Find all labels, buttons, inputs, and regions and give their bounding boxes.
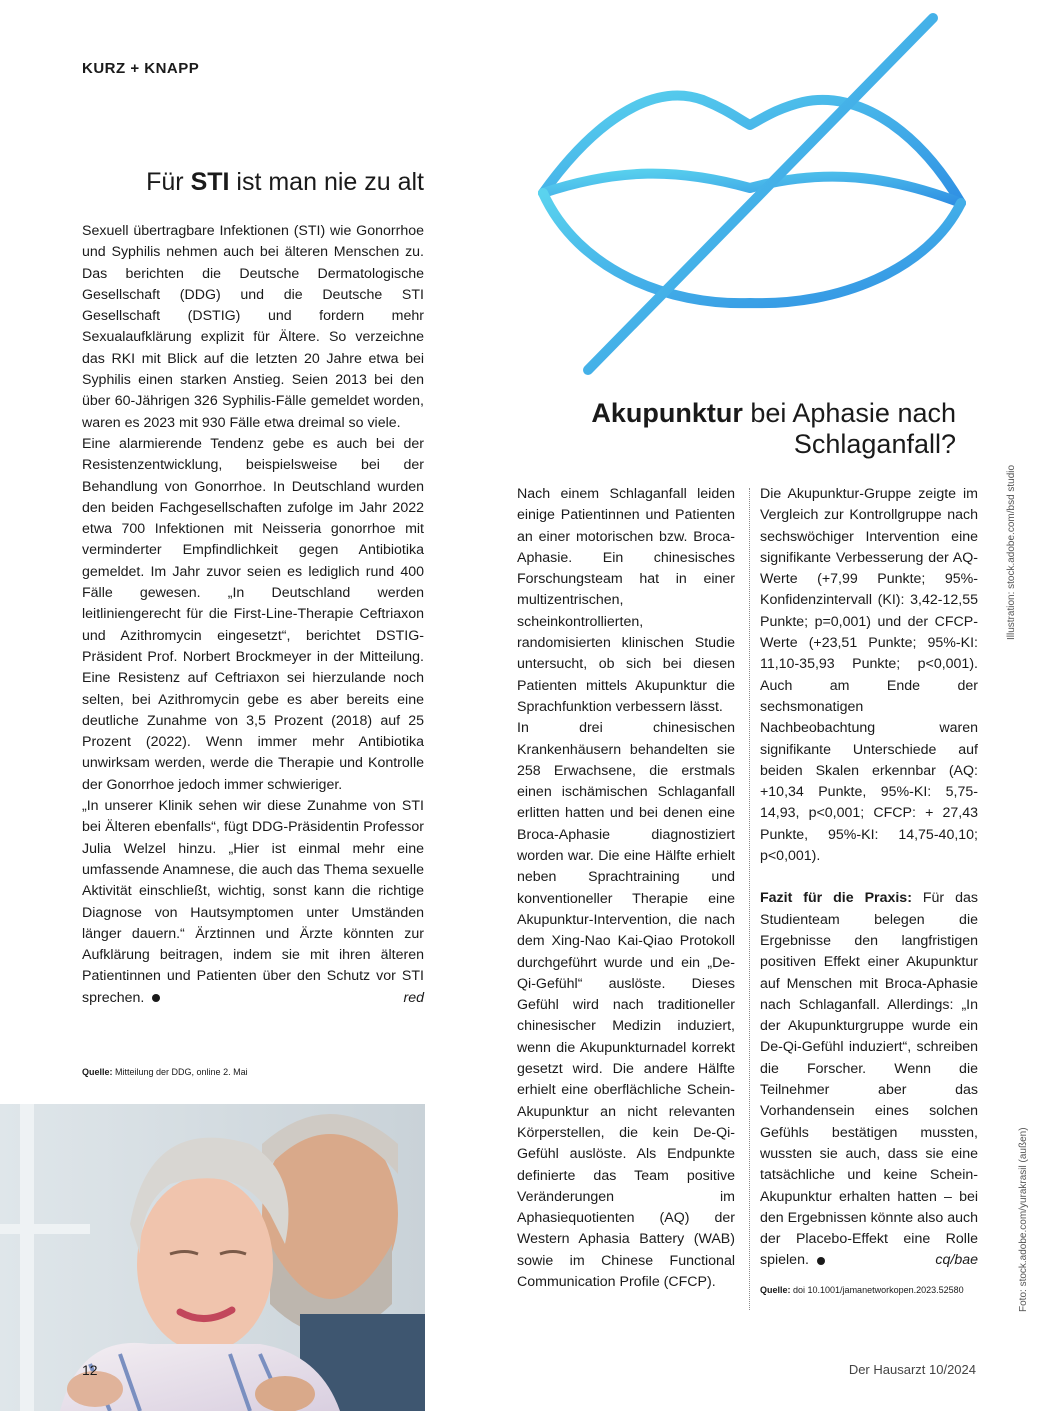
article2-title	[520, 398, 956, 460]
article1-body	[82, 221, 424, 1009]
column-divider	[749, 488, 750, 1310]
journal-issue: Der Hausarzt 10/2024	[848, 1362, 976, 1377]
photo-credit: Foto: stock.adobe.com/yurakrasil (außen)	[1018, 1127, 1029, 1312]
illustration-credit: Illustration: stock.adobe.com/bsd studio	[1006, 464, 1017, 640]
fazit-label: Fazit für die Praxis:	[760, 890, 912, 907]
bullet-icon	[817, 1257, 825, 1265]
article2-fazit-paragraph	[760, 888, 978, 1271]
page-number: 12	[82, 1362, 98, 1378]
couple-photo-illustration	[0, 1104, 425, 1411]
article2-paragraph: In drei chinesischen Krankenhäusern behandelten sie 258 Erwachsene, die erstmals einen ischämischen Schlaganfall erlitten hatten und bei denen eine Broca-Aphasie diagnostiziert worden war. Die eine Hälfte erhielt neben Sprachtraining und konventioneller Therapie eine Akupunktur-Intervention, die nach dem Xing-Nao Kai-Qiao Protokoll durchgeführt wurde und ein „De-Qi-Gefühl“ auslöste. Dieses Gefühl wird nach traditioneller chinesischer Medizin induziert, wenn die Akupunkturnadel korrekt gesetzt wird. Die andere Hälfte erhielt eine oberflächliche Schein-Akupunktur an nicht relevanten Körperstellen, die kein De-Qi-Gefühl auslöste. Als Endpunkte definierte das Team positive Veränderungen im Aphasiequotienten (AQ) der Western Aphasia Battery (WAB) sowie im Chinese Functional Communication Profile (CFCP).	[517, 720, 735, 1290]
lips-crossed-icon	[528, 10, 980, 382]
fazit-text: Für das Studienteam belegen die Ergebnisse den langfristigen positiven Effekt einer Akupunktur auf Menschen mit Broca-Aphasie nach Schlaganfall. Allerdings: „In der Akupunkturgruppe wurde ein De-Qi-Gefühl induziert“, schreiben die Forscher. Wenn die Teilnehmer aber das Vorhandensein eines solchen Gefühls bestätigen mussten, wussten sie auch, dass sie eine tatsächliche und keine Schein-Akupunktur erhalten hatten – bei den Ergebnissen könnte also auch der Placebo-Effekt eine Rolle spielen.	[760, 890, 978, 1269]
article2-title-bold: Akupunktur	[591, 398, 743, 428]
article1-source	[82, 1067, 248, 1077]
article1-paragraph-last	[82, 796, 424, 1009]
article2-column-left	[517, 484, 735, 1293]
article2-source-label: Quelle:	[760, 1285, 791, 1295]
couple-photo	[0, 1104, 425, 1411]
article1-source-text: Mitteilung der DDG, online 2. Mai	[112, 1067, 248, 1077]
article2-results-paragraph: Die Akupunktur-Gruppe zeigte im Vergleich zur Kontrollgruppe nach sechswöchiger Intervention eine signifikante Verbesserung der AQ-Werte (+7,99 Punkte; 95%-Konfidenzintervall (KI): 3,42-12,55 Punkte; p=0,001) und der CFCP-Werte (+23,51 Punkte; 95%-KI: 11,10-35,93 Punkte; p<0,001). Auch am Ende der sechsmonatigen Nachbeobachtung waren signifikante Unterschiede auf beiden Skalen erkennbar (AQ: +10,34 Punkte, 95%-KI: 5,75-14,93, p<0,001; CFCP: + 27,43 Punkte, 95%-KI: 14,75-40,10; p<0,001).	[760, 486, 978, 865]
article1-paragraph-text: „In unserer Klinik sehen wir diese Zunahme von STI bei Älteren ebenfalls“, fügt DDG-Präsidentin Professor Julia Welzel hinzu. „Hier ist einmal mehr eine umfassende Anamnese, die auch das Thema sexuelle Aktivität einschließt, wichtig, sonst kann die richtige Diagnose von Hautsymptomen unter Umständen länger dauern.“ Ärztinnen und Ärzte könnten zur Aufklärung beitragen, indem sie mit ihren älteren Patientinnen und Patienten über den Schutz vor STI sprechen.	[82, 798, 424, 1006]
article1-paragraph: Eine alarmierende Tendenz gebe es auch bei der Resistenzentwicklung, beispielsweise bei der Behandlung von Gonorrhoe. In Deutschland wurden den beiden Fachgesellschaften zufolge im Jahr 2022 etwa 700 Infektionen mit Neisseria gonorrhoe mit verminderter Empfindlichkeit gegen Antibiotika gemeldet. Im Jahr zuvor seien es lediglich rund 400 Fälle gewesen. „In Deutschland werden leitliniengerecht für die First-Line-Therapie Ceftriaxon und Azithromycin eingesetzt“, berichtet DSTIG-Präsident Prof. Norbert Brockmeyer in der Mitteilung. Eine Resistenz auf Ceftriaxon sei hierzulande noch selten, bei Azithromycin gebe es aber bereits eine deutliche Zunahme von 3,5 Prozent (2018) auf 25 Prozent (2022). Wenn immer mehr Antibiotika unwirksam werden, werde die Therapie und Kontrolle der Gonorrhoe jedoch immer schwieriger.	[82, 435, 424, 793]
article1-signature: red	[403, 989, 424, 1006]
article1-title-pre: Für	[146, 168, 191, 196]
article2-source	[760, 1284, 978, 1297]
article2-title-line2: Schlaganfall?	[793, 429, 956, 459]
article1-paragraph: Sexuell übertragbare Infektionen (STI) wie Gonorrhoe und Syphilis nehmen auch bei älteren Menschen zu. Das berichten die Deutsche Dermatologische Gesellschaft (DDG) und die Deutsche STI Gesellschaft (DSTIG) und fordern mehr Sexualaufklärung explizit für Ältere. So verzeichne das RKI mit Blick auf die letzten 20 Jahre etwa bei Syphilis einen starken Anstieg. Seien 2013 bei den über 60-Jährigen 326 Syphilis-Fälle gemeldet worden, waren es 2023 mit 930 Fälle etwa dreimal so viele.	[82, 223, 424, 431]
article2-column-right	[760, 484, 978, 1272]
article2-title-line1: bei Aphasie nach	[742, 398, 956, 428]
article2-source-text: doi 10.1001/jamanetworkopen.2023.52580	[790, 1285, 964, 1295]
section-label: KURZ + KNAPP	[82, 60, 200, 77]
article1-title-post: ist man nie zu alt	[229, 168, 424, 196]
article1-title-bold: STI	[190, 168, 230, 196]
article1-title	[82, 168, 424, 197]
article2-signature: cq/bae	[935, 1252, 978, 1269]
article1-source-label: Quelle:	[82, 1067, 113, 1077]
bullet-icon	[152, 994, 160, 1002]
article2-paragraph: Nach einem Schlaganfall leiden einige Patientinnen und Patienten an einer motorischen bzw. Broca-Aphasie. Ein chinesisches Forschungsteam hat in einer multizentrischen, scheinkontrollierten, randomisierten klinischen Studie untersucht, ob sich bei diesen Patienten mittels Akupunktur die Sprachfunktion verbessern lässt.	[517, 486, 735, 715]
